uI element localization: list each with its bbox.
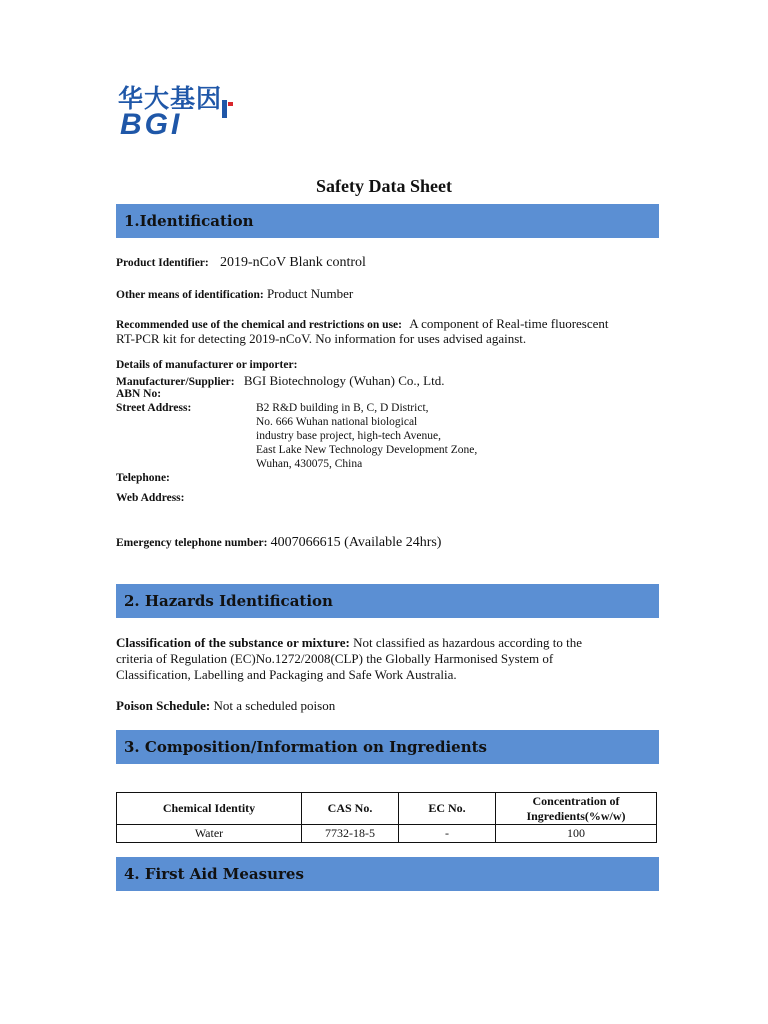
other-means-row (116, 286, 353, 303)
abn-label: ABN No: (116, 388, 162, 400)
table-row (117, 825, 657, 843)
other-means-value: Product Number (266, 286, 354, 301)
poison-schedule-row (116, 698, 335, 713)
street-address-line: industry base project, high-tech Avenue, (256, 430, 442, 442)
cell-ec-no: - (399, 825, 496, 843)
document-title: Safety Data Sheet (316, 176, 452, 196)
other-means-label: Other means of identification: (116, 289, 264, 301)
section-header-composition: 3. Composition/Information on Ingredients (116, 730, 659, 764)
details-label: Details of manufacturer or importer: (116, 359, 298, 371)
section-header-first-aid: 4. First Aid Measures (116, 857, 659, 891)
table-header-row (117, 793, 657, 825)
poison-schedule-value: Not a scheduled poison (213, 698, 336, 713)
section-header-hazards: 2. Hazards Identification (116, 584, 659, 618)
web-address-label: Web Address: (116, 492, 185, 504)
classification-paragraph (116, 635, 661, 683)
product-identifier-value: 2019-nCoV Blank control (219, 255, 366, 270)
classification-value-line2: criteria of Regulation (EC)No.1272/2008(CLP) the Globally Harmonised System of (116, 651, 554, 666)
manufacturer-value: BGI Biotechnology (Wuhan) Co., Ltd. (243, 373, 445, 388)
poison-schedule-label: Poison Schedule: (116, 698, 211, 713)
street-address-line: East Lake New Technology Development Zone, (256, 444, 478, 456)
bgi-logo (118, 84, 238, 141)
manufacturer-row (116, 373, 444, 390)
classification-label: Classification of the substance or mixture: (116, 635, 350, 650)
recommended-use-value-line2: RT-PCR kit for detecting 2019-nCoV. No information for uses advised against. (116, 331, 527, 346)
emergency-phone-row (116, 534, 441, 551)
column-header-chemical-identity: Chemical Identity (117, 793, 302, 825)
concentration-header-line2: Ingredients(%w/w) (526, 808, 626, 823)
street-address-line: No. 666 Wuhan national biological (256, 416, 418, 428)
street-address-line: Wuhan, 430075, China (256, 458, 363, 470)
emergency-phone-value: 4007066615 (Available 24hrs) (270, 535, 442, 550)
recommended-use-value-line1: A component of Real-time fluorescent (409, 316, 609, 331)
section-header-identification: 1.Identification (116, 204, 659, 238)
street-address-value (256, 401, 477, 471)
product-identifier-row (116, 254, 366, 271)
classification-value-line1: Not classified as hazardous according to the (353, 635, 582, 650)
logo-chinese-text: 华大基因 (118, 84, 223, 113)
manufacturer-label: Manufacturer/Supplier: (116, 376, 235, 388)
cell-chemical-identity: Water (117, 825, 302, 843)
column-header-ec-no: EC No. (399, 793, 496, 825)
column-header-concentration (496, 793, 657, 825)
emergency-phone-label: Emergency telephone number: (116, 537, 268, 549)
logo-english-text: BGI (120, 108, 183, 141)
cell-concentration: 100 (496, 825, 657, 843)
column-header-cas-no: CAS No. (302, 793, 399, 825)
street-address-label: Street Address: (116, 402, 192, 414)
street-address-line: B2 R&D building in B, C, D District, (256, 402, 429, 414)
concentration-header-line1: Concentration of (532, 793, 620, 808)
classification-value-line3: Classification, Labelling and Packaging and Safe Work Australia. (116, 667, 457, 682)
composition-table (116, 792, 657, 843)
cell-cas-no: 7732-18-5 (302, 825, 399, 843)
logo-mark-icon (222, 100, 234, 118)
recommended-use-label: Recommended use of the chemical and restrictions on use: (116, 319, 402, 331)
telephone-label: Telephone: (116, 472, 170, 484)
product-identifier-label: Product Identifier: (116, 257, 209, 269)
